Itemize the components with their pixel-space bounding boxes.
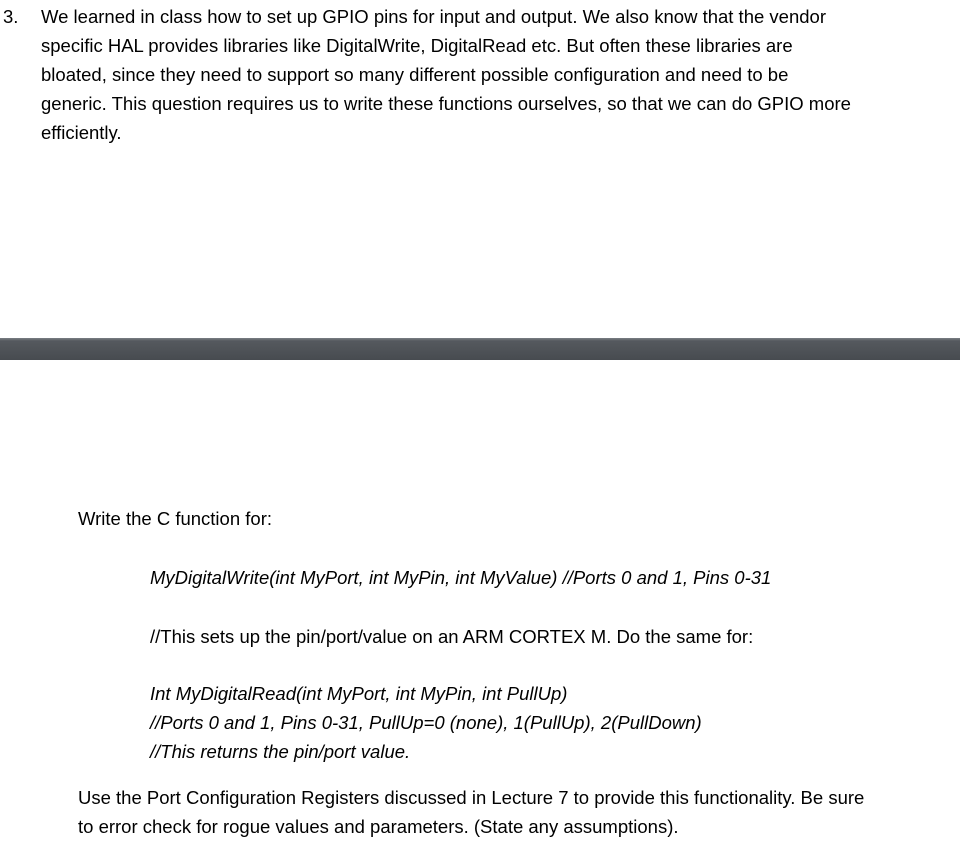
write-function-signature: MyDigitalWrite(int MyPort, int MyPin, int MyValue) //Ports 0 and 1, Pins 0-31 — [150, 567, 772, 588]
read-function-line: //This returns the pin/port value. — [150, 741, 411, 762]
read-function-line: Int MyDigitalRead(int MyPort, int MyPin, int PullUp) — [150, 683, 568, 704]
read-function-block — [150, 679, 702, 766]
question-number: 3. — [3, 6, 19, 27]
question-line: efficiently. — [41, 122, 122, 143]
closing-line: Use the Port Configuration Registers discussed in Lecture 7 to provide this functionality. Be sure — [78, 787, 865, 808]
task-note: //This sets up the pin/port/value on an ARM CORTEX M. Do the same for: — [150, 626, 754, 647]
question-text — [41, 2, 953, 147]
task-intro: Write the C function for: — [78, 508, 272, 529]
question-line: We learned in class how to set up GPIO pins for input and output. We also know that the vendor — [41, 6, 826, 27]
closing-line: to error check for rogue values and parameters. (State any assumptions). — [78, 816, 679, 837]
closing-paragraph — [78, 783, 864, 841]
question-line: generic. This question requires us to write these functions ourselves, so that we can do GPIO more — [41, 93, 851, 114]
question-line: bloated, since they need to support so many different possible configuration and need to be — [41, 64, 789, 85]
section-divider — [0, 338, 960, 360]
question-line: specific HAL provides libraries like DigitalWrite, DigitalRead etc. But often these libraries are — [41, 35, 793, 56]
read-function-line: //Ports 0 and 1, Pins 0-31, PullUp=0 (none), 1(PullUp), 2(PullDown) — [150, 712, 702, 733]
